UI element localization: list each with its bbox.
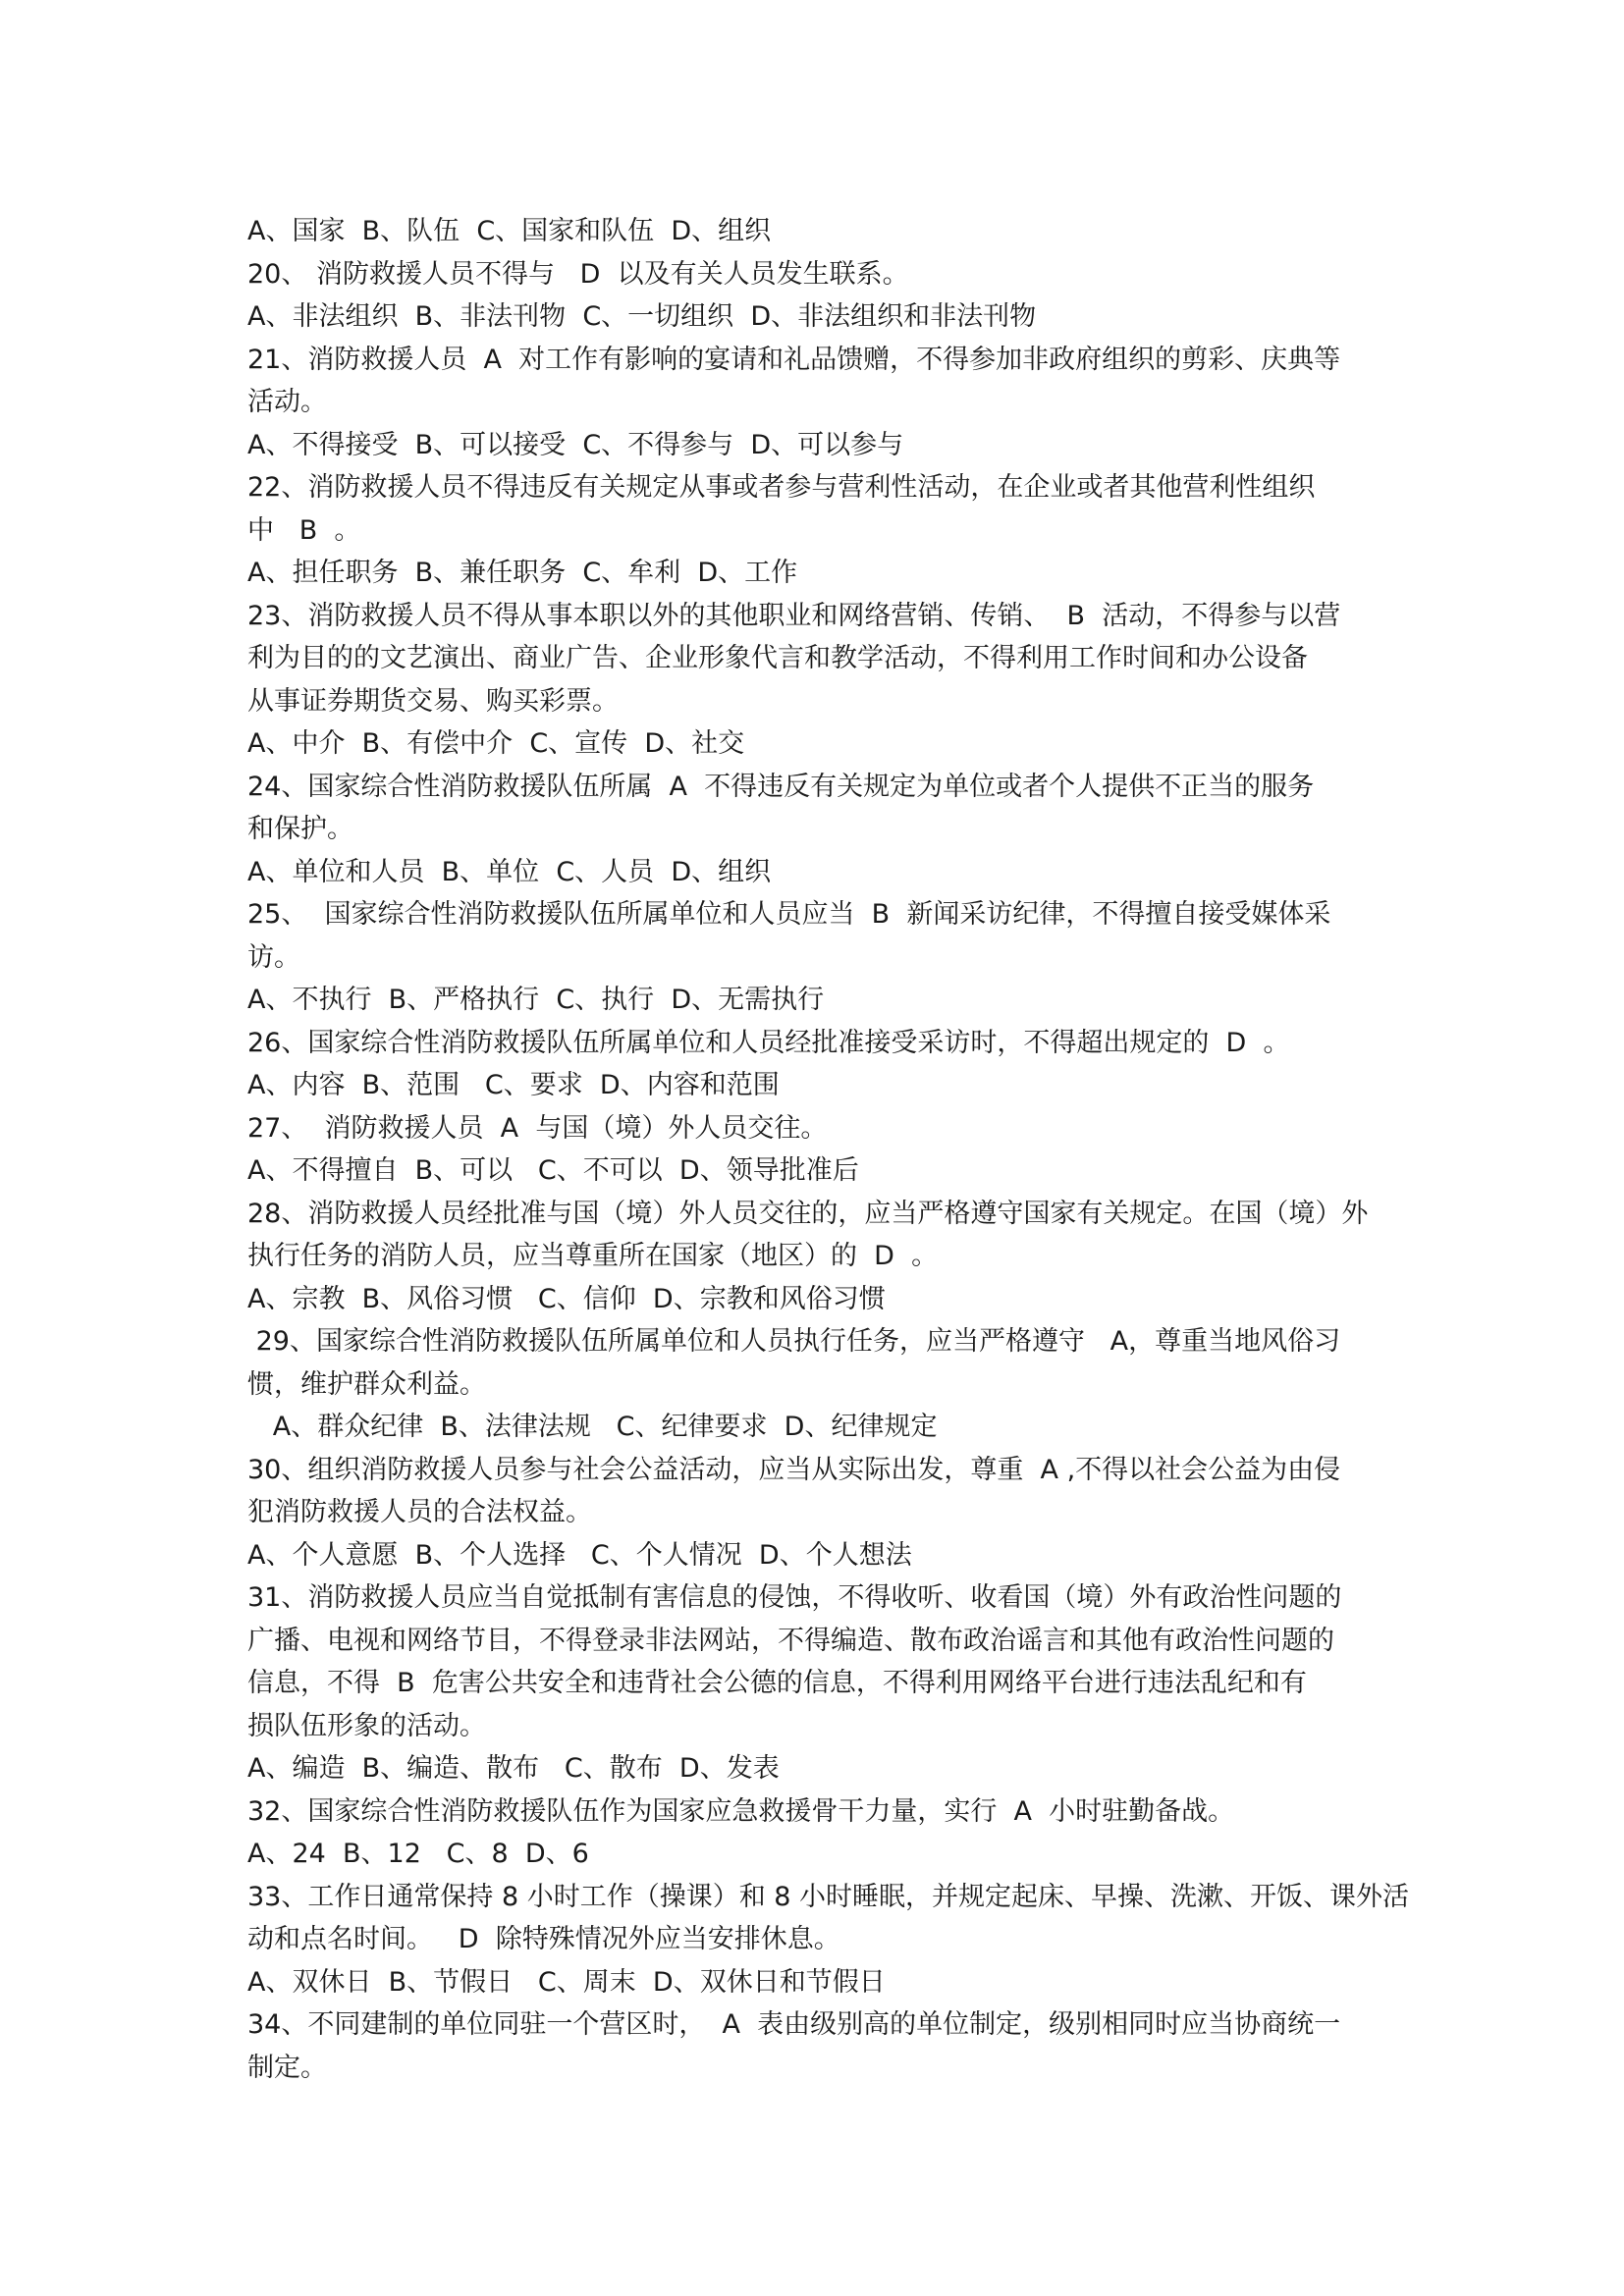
answer-options-line: A、宗教 B、风俗习惯 C、信仰 D、宗教和风俗习惯 <box>247 1283 886 1314</box>
answer-options-line: A、24 B、12 C、8 D、6 <box>247 1839 589 1869</box>
question-text-line: 访。 <box>247 941 300 973</box>
question-text-line: 执行任务的消防人员，应当尊重所在国家（地区）的 D 。 <box>247 1241 939 1271</box>
question-text-line: 25、 国家综合性消防救援队伍所属单位和人员应当 B 新闻采访纪律，不得擅自接受媒体采 <box>247 899 1331 930</box>
question-text-line: 24、国家综合性消防救援队伍所属 A 不得违反有关规定为单位或者个人提供不正当的服务 <box>247 771 1315 802</box>
answer-options-line: A、内容 B、范围 C、要求 D、内容和范围 <box>247 1070 780 1100</box>
answer-options-line: A、编造 B、编造、散布 C、散布 D、发表 <box>247 1753 780 1784</box>
answer-options-line: A、非法组织 B、非法刊物 C、一切组织 D、非法组织和非法刊物 <box>247 301 1037 332</box>
answer-options-line: A、担任职务 B、兼任职务 C、牟利 D、工作 <box>247 558 798 588</box>
question-text-line: 27、 消防救援人员 A 与国（境）外人员交往。 <box>247 1112 828 1144</box>
question-text-line: 23、消防救援人员不得从事本职以外的其他职业和网络营销、传销、 B 活动，不得参与以营 <box>247 600 1341 631</box>
question-text-line: 广播、电视和网络节目，不得登录非法网站，不得编造、散布政治谣言和其他有政治性问题的 <box>247 1625 1334 1656</box>
question-text-line: 31、消防救援人员应当自觉抵制有害信息的侵蚀，不得收听、收看国（境）外有政治性问题的 <box>247 1582 1342 1613</box>
question-text-line: 惯，维护群众利益。 <box>247 1368 486 1400</box>
answer-options-line: A、不执行 B、严格执行 C、执行 D、无需执行 <box>247 985 825 1015</box>
question-text-line: 制定。 <box>247 2052 327 2083</box>
answer-options-line: A、不得接受 B、可以接受 C、不得参与 D、可以参与 <box>247 429 904 460</box>
question-text-line: 32、国家综合性消防救援队伍作为国家应急救援骨干力量，实行 A 小时驻勤备战。 <box>247 1795 1235 1827</box>
question-text-line: 犯消防救援人员的合法权益。 <box>247 1497 592 1527</box>
question-text-line: 28、消防救援人员经批准与国（境）外人员交往的，应当严格遵守国家有关规定。在国（境）外 <box>247 1198 1369 1229</box>
answer-options-line: A、群众纪律 B、法律法规 C、纪律要求 D、纪律规定 <box>247 1412 938 1442</box>
question-text-line: 20、 消防救援人员不得与 D 以及有关人员发生联系。 <box>247 258 909 290</box>
question-text-line: 损队伍形象的活动。 <box>247 1710 486 1741</box>
question-text-line: 和保护。 <box>247 814 353 844</box>
question-text-line: 22、消防救援人员不得违反有关规定从事或者参与营利性活动，在企业或者其他营利性组织 <box>247 472 1316 503</box>
question-text-line: 动和点名时间。 D 除特殊情况外应当安排休息。 <box>247 1924 840 1954</box>
answer-options-line: A、中介 B、有偿中介 C、宣传 D、社交 <box>247 728 745 759</box>
answer-options-line: A、不得擅自 B、可以 C、不可以 D、领导批准后 <box>247 1155 859 1186</box>
answer-options-line: A、国家 B、队伍 C、国家和队伍 D、组织 <box>247 216 772 246</box>
question-text-line: 26、国家综合性消防救援队伍所属单位和人员经批准接受采访时，不得超出规定的 D 。 <box>247 1027 1290 1058</box>
question-text-line: 33、工作日通常保持 8 小时工作（操课）和 8 小时睡眠，并规定起床、早操、洗漱、开饭、课外活 <box>247 1881 1410 1912</box>
question-text-line: 29、国家综合性消防救援队伍所属单位和人员执行任务，应当严格遵守 A，尊重当地风俗习 <box>247 1326 1341 1357</box>
question-text-line: 从事证券期货交易、购买彩票。 <box>247 685 619 717</box>
answer-options-line: A、个人意愿 B、个人选择 C、个人情况 D、个人想法 <box>247 1539 912 1571</box>
question-text-line: 利为目的的文艺演出、商业广告、企业形象代言和教学活动，不得利用工作时间和办公设备 <box>247 643 1308 673</box>
question-text-line: 30、组织消防救援人员参与社会公益活动，应当从实际出发，尊重 A ,不得以社会公益为由侵 <box>247 1454 1341 1485</box>
question-text-line: 信息，不得 B 危害公共安全和违背社会公德的信息，不得利用网络平台进行违法乱纪和有 <box>247 1668 1307 1698</box>
question-text-line: 活动。 <box>247 387 327 417</box>
question-text-line: 34、不同建制的单位同驻一个营区时， A 表由级别高的单位制定，级别相同时应当协商统一 <box>247 2009 1341 2040</box>
answer-options-line: A、单位和人员 B、单位 C、人员 D、组织 <box>247 856 772 887</box>
question-text-line: 中 B 。 <box>247 514 361 546</box>
document-page <box>247 210 1410 2089</box>
question-text-line: 21、消防救援人员 A 对工作有影响的宴请和礼品馈赠，不得参加非政府组织的剪彩、庆典等 <box>247 344 1341 375</box>
answer-options-line: A、双休日 B、节假日 C、周末 D、双休日和节假日 <box>247 1966 886 1998</box>
